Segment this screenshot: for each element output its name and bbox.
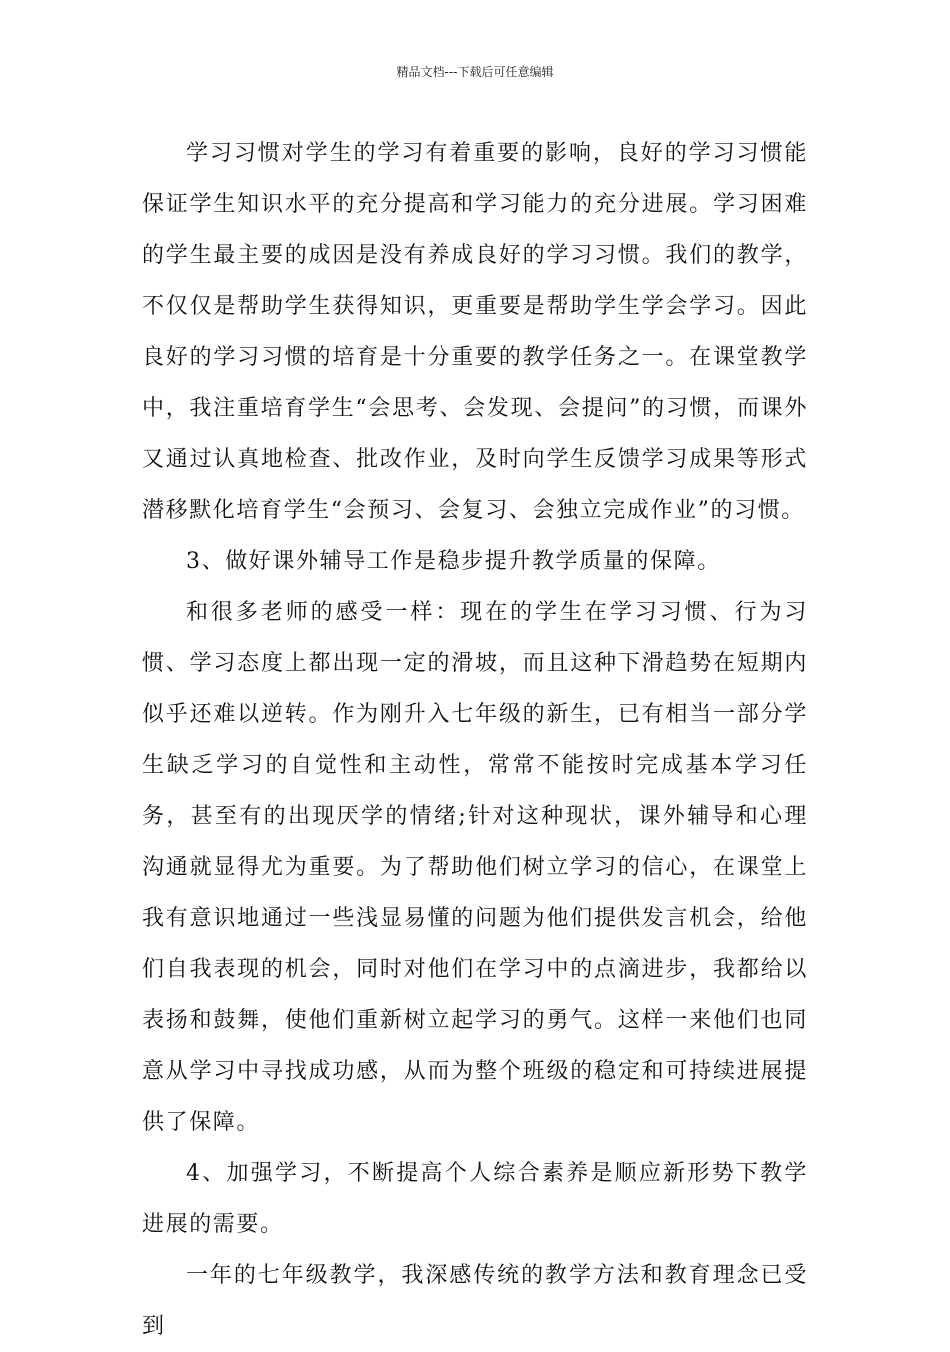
document-body bbox=[142, 128, 808, 1352]
page-header: 精品文档---下载后可任意编辑 bbox=[396, 65, 554, 79]
paragraph-study-habits: 学习习惯对学生的学习有着重要的影响，良好的学习习惯能保证学生知识水平的充分提高和学习能力的充分进展。学习困难的学生最主要的成因是没有养成良好的学习习惯。我们的教学，不仅仅是帮助学生获得知识，更重要是帮助学生学会学习。因此良好的学习习惯的培育是十分重要的教学任务之一。在课堂教学中，我注重培育学生“会思考、会发现、会提问”的习惯，而课外又通过认真地检查、批改作业，及时向学生反馈学习成果等形式潜移默化培育学生“会预习、会复习、会独立完成作业”的习惯。 bbox=[142, 141, 808, 523]
paragraph-teaching-reflection: 一年的七年级教学，我深感传统的教学方法和教育理念已受到 bbox=[142, 1263, 808, 1339]
paragraph-heading-4: 4、加强学习，不断提高个人综合素养是顺应新形势下教学进展的需要。 bbox=[142, 1161, 808, 1237]
paragraph-heading-3: 3、做好课外辅导工作是稳步提升教学质量的保障。 bbox=[186, 549, 721, 574]
paragraph-tutoring: 和很多老师的感受一样：现在的学生在学习习惯、行为习惯、学习态度上都出现一定的滑坡，而且这种下滑趋势在短期内似乎还难以逆转。作为刚升入七年级的新生，已有相当一部分学生缺乏学习的自觉性和主动性，常常不能按时完成基本学习任务，甚至有的出现厌学的情绪;针对这种现状，课外辅导和心理沟通就显得尤为重要。为了帮助他们树立学习的信心，在课堂上我有意识地通过一些浅显易懂的问题为他们提供发言机会，给他们自我表现的机会，同时对他们在学习中的点滴进步，我都给以表扬和鼓舞，使他们重新树立起学习的勇气。这样一来他们也同意从学习中寻找成功感，从而为整个班级的稳定和可持续进展提供了保障。 bbox=[142, 600, 808, 1135]
